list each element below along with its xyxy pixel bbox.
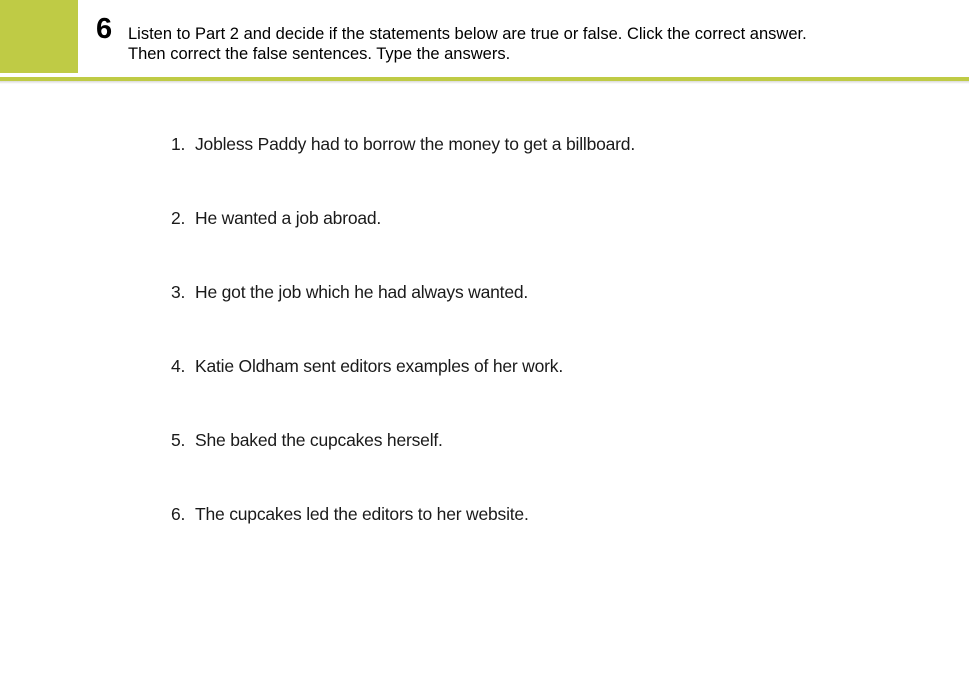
exercise-instructions	[128, 24, 928, 64]
statement-number: 2.	[171, 208, 186, 228]
statement-text: Katie Oldham sent editors examples of her work.	[195, 356, 563, 376]
header-divider-shadow	[0, 81, 969, 84]
statement-item	[171, 204, 871, 278]
exercise-number: 6	[96, 13, 113, 45]
statement-item	[171, 352, 871, 426]
statement-text: The cupcakes led the editors to her website.	[195, 504, 529, 524]
statement-item	[171, 426, 871, 500]
statement-item	[171, 130, 871, 204]
statement-number: 1.	[171, 134, 186, 154]
statement-item	[171, 278, 871, 352]
statement-text: He got the job which he had always wanted.	[195, 282, 529, 302]
statement-number: 6.	[171, 504, 186, 524]
statement-list	[171, 130, 871, 574]
statement-text: He wanted a job abroad.	[195, 208, 382, 228]
statement-number: 5.	[171, 430, 186, 450]
statement-number: 3.	[171, 282, 186, 302]
accent-block	[0, 0, 78, 73]
exercise-header	[0, 0, 969, 84]
instruction-line: Then correct the false sentences. Type the answers.	[128, 45, 511, 63]
statement-number: 4.	[171, 356, 186, 376]
statement-text: Jobless Paddy had to borrow the money to get a billboard.	[195, 134, 635, 154]
instruction-line: Listen to Part 2 and decide if the statements below are true or false. Click the correct answer.	[128, 25, 807, 43]
statement-text: She baked the cupcakes herself.	[195, 430, 443, 450]
statement-item	[171, 500, 871, 574]
